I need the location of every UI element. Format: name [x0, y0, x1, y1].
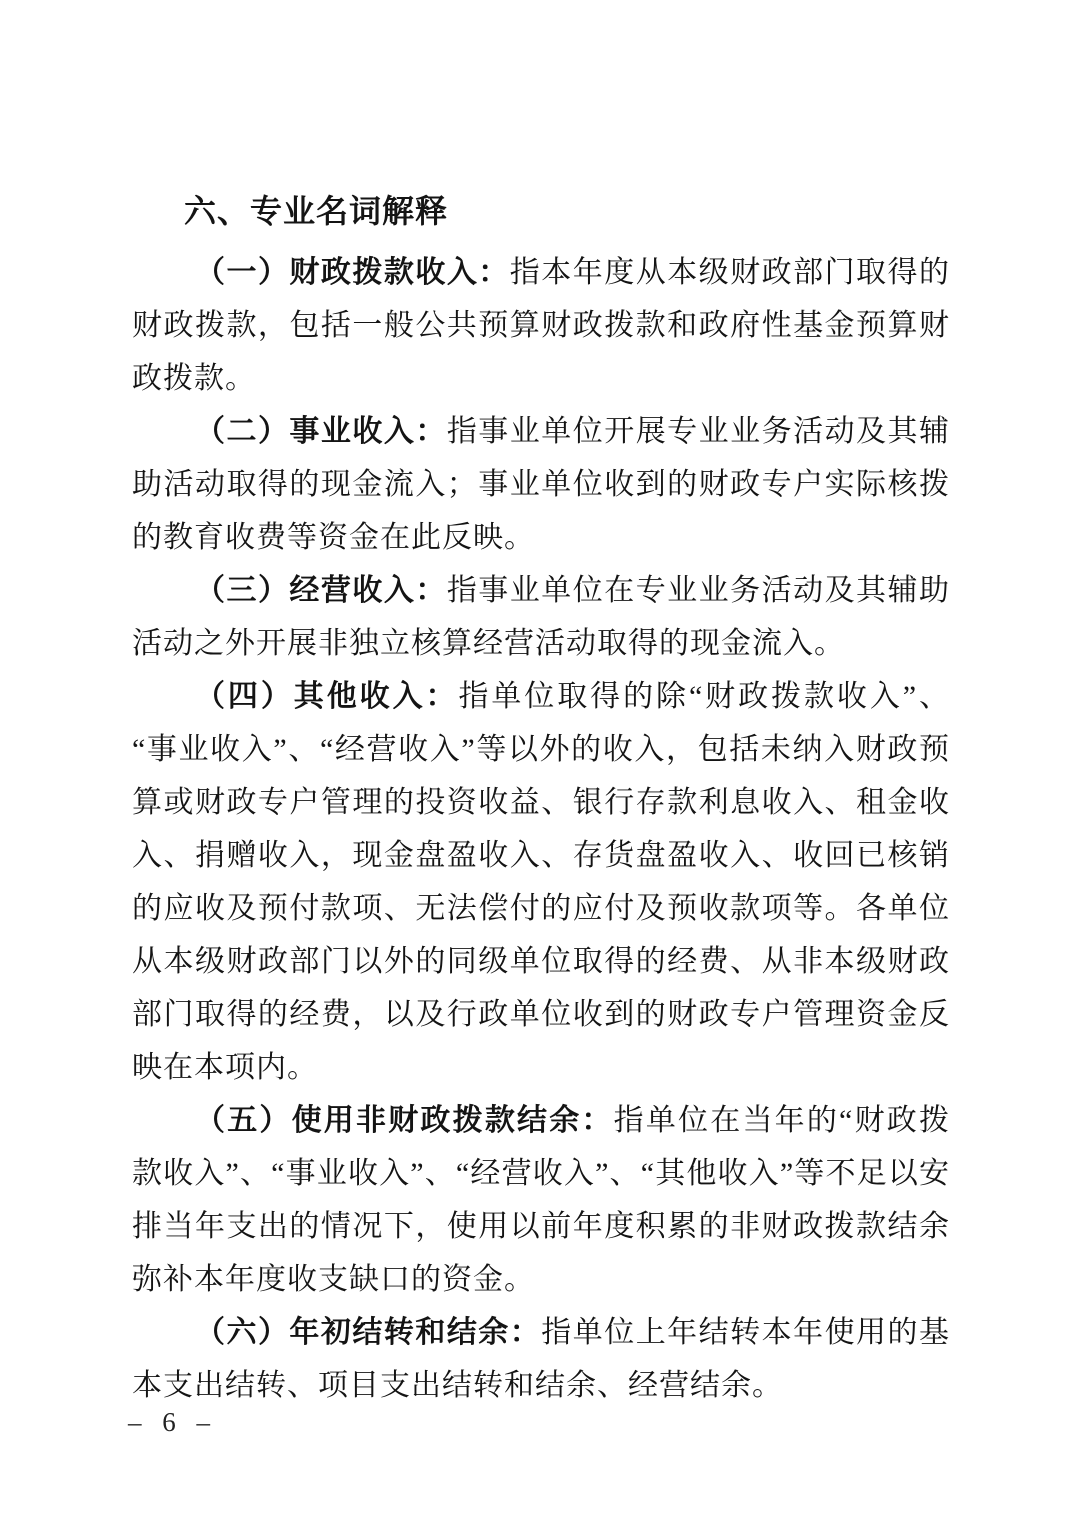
term-label: （四）其他收入：: [195, 680, 459, 713]
term-label: （五）使用非财政拨款结余：: [195, 1104, 614, 1137]
term-definition: 指本年度从本级财政部门取得的财政拨款，包括一般公共预算财政拨款和政府性基金预算财政拨款。: [132, 256, 951, 395]
term-label: （一）财政拨款收入：: [195, 256, 510, 289]
term-definition: 指单位在当年的“财政拨款收入”、“事业收入”、“经营收入”、“其他收入”等不足以安排当年支出的情况下，使用以前年度积累的非财政拨款结余弥补本年度收支缺口的资金。: [132, 1104, 950, 1296]
paragraph-definition-6: [132, 1306, 950, 1412]
section-title: 六、专业名词解释: [184, 193, 449, 229]
term-definition: 指事业单位开展专业业务活动及其辅助活动取得的现金流入；事业单位收到的财政专户实际核拨的教育收费等资金在此反映。: [132, 415, 951, 554]
term-definition: 指单位取得的除“财政拨款收入”、“事业收入”、“经营收入”等以外的收入，包括未纳入财政预算或财政专户管理的投资收益、银行存款利息收入、租金收入、捐赠收入，现金盘盈收入、存货盘盈收入、收回已核销的应收及预付款项、无法偿付的应付及预收款项等。各单位从本级财政部门以外的同级单位取得的经费、从非本级财政部门取得的经费，以及行政单位收到的财政专户管理资金反映在本项内。: [132, 680, 950, 1084]
page-number: – 6 –: [128, 1407, 217, 1437]
paragraph-definition-3: [132, 564, 950, 670]
term-label: （六）年初结转和结余：: [195, 1316, 542, 1349]
term-definition: 指事业单位在专业业务活动及其辅助活动之外开展非独立核算经营活动取得的现金流入。: [132, 574, 951, 660]
paragraph-definition-4: [132, 670, 950, 1094]
paragraph-definition-1: [132, 246, 950, 405]
document-body: [132, 191, 950, 1412]
term-label: （二）事业收入：: [195, 415, 447, 448]
paragraph-definition-2: [132, 405, 950, 564]
term-label: （三）经营收入：: [195, 574, 447, 607]
paragraph-definition-5: [132, 1094, 950, 1306]
term-definition: 指单位上年结转本年使用的基本支出结转、项目支出结转和结余、经营结余。: [132, 1316, 951, 1402]
